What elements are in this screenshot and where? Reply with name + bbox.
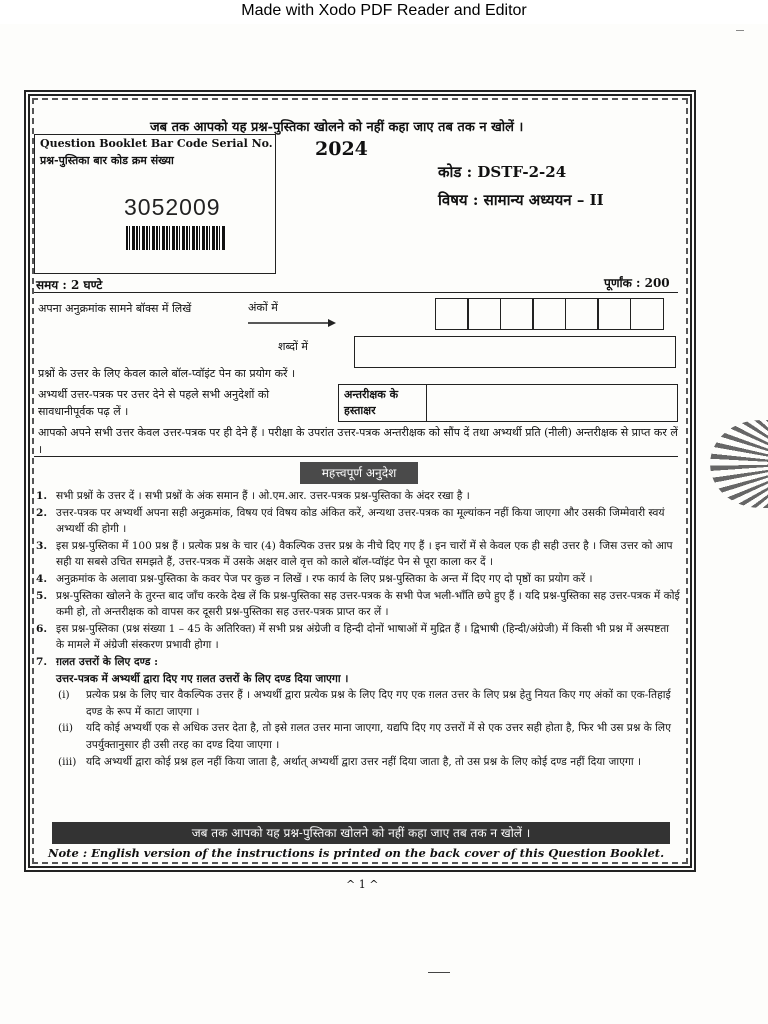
divider [34,292,678,293]
penalty-number: (i) [58,689,70,702]
in-digits-label: अंकों में [248,301,278,314]
penalty-text: यदि कोई अभ्यर्थी एक से अधिक उत्तर देता है, तो इसे ग़लत उत्तर माना जाएगा, यद्यपि दिए गए उत्तरों में से एक उत्तर सही होता है, फिर भी उस प्रश्न के लिए उपर्युक्तानुसार ही उसी तरह का दण्ड दिया जाएगा । [86,722,671,751]
instruction-number: 5. [36,589,48,602]
serial-number: 3052009 [124,194,221,220]
max-marks: पूर्णांक : 200 [604,276,670,290]
arrow-right-icon [248,318,336,328]
instruction-item [36,654,680,671]
instruction-item [36,538,680,571]
instruction-number: 2. [36,506,48,519]
roll-number-words-box[interactable] [354,336,676,368]
roll-digit-box[interactable] [532,298,566,330]
barcode-title-en: Question Booklet Bar Code Serial No. [40,137,273,150]
instruction-item [36,588,680,621]
instructions-heading: महत्त्वपूर्ण अनुदेश [300,462,418,484]
penalty-intro-row [36,671,680,688]
instruction-item [36,571,680,588]
paper-code: कोड : DSTF-2-24 [438,163,567,181]
roll-digit-box[interactable] [467,298,501,330]
penalty-item [36,687,680,720]
roll-digit-box[interactable] [565,298,599,330]
submit-instruction: आपको अपने सभी उत्तर केवल उत्तर-पत्रक पर ही देने हैं । परीक्षा के उपरांत उत्तर-पत्रक अन्तरीक्षक को सौंप दें तथा अभ्यर्थी प्रति (नीली) अन्तरीक्षक से प्राप्त कर लें । [38,426,678,456]
instruction-text: अनुक्रमांक के अलावा प्रश्न-पुस्तिका के कवर पेज पर कुछ न लिखें । रफ कार्य के लिए प्रश्न-पुस्तिका के अन्त में दिए गए दो पृष्ठों का प्रयोग करें । [56,572,593,585]
instruction-number: 7. [36,655,48,668]
in-words-label: शब्दों में [278,340,308,353]
penalty-text: प्रत्येक प्रश्न के लिए चार वैकल्पिक उत्तर हैं । अभ्यर्थी द्वारा प्रत्येक प्रश्न के लिए दिए गए एक ग़लत उत्तर के लिए प्रश्न हेतु नियत किए गए अंकों का एक-तिहाई दण्ड के रूप में काटा जाएगा । [86,689,671,718]
roll-digit-box[interactable] [597,298,631,330]
invigilator-signature-label: अन्तरीक्षक के हस्ताक्षर [344,388,399,417]
english-version-note: Note : English version of the instructions is printed on the back cover of this Question Booklet. [48,846,665,860]
instructions-list [36,488,680,770]
read-instruction: अभ्यर्थी उत्तर-पत्रक पर उत्तर देने से पहले सभी अनुदेशों को सावधानीपूर्वक पढ़ लें । [38,388,270,418]
instruction-number: 3. [36,539,48,552]
instruction-text: ग़लत उत्तरों के लिए दण्ड : [56,655,158,668]
roll-number-digit-boxes[interactable] [436,298,664,330]
penalty-item [36,720,680,753]
app-banner: Made with Xodo PDF Reader and Editor [0,0,768,24]
barcode-image [126,226,226,250]
exam-year: 2024 [315,138,368,160]
paper-subject: विषय : सामान्य अध्ययन – II [438,191,604,209]
exam-time: समय : 2 घण्टे [36,278,103,292]
scan-mark [428,972,450,973]
pen-instruction: प्रश्नों के उत्तर के लिए केवल काले बॉल-प्वॉइंट पेन का प्रयोग करें । [38,367,296,380]
penalty-intro: उत्तर-पत्रक में अभ्यर्थी द्वारा दिए गए ग़लत उत्तरों के लिए दण्ड दिया जाएगा । [56,672,349,685]
penalty-number: (ii) [58,722,74,735]
instruction-item [36,505,680,538]
roll-digit-box[interactable] [630,298,664,330]
instruction-text: उत्तर-पत्रक पर अभ्यर्थी अपना सही अनुक्रमांक, विषय एवं विषय कोड अंकित करें, अन्यथा उत्तर-पत्रक का मूल्यांकन नहीं किया जाएगा और उसकी जिम्मेवारी स्वयं अभ्यर्थी की होगी । [56,506,665,536]
instruction-text: प्रश्न-पुस्तिका खोलने के तुरन्त बाद जाँच करके देख लें कि प्रश्न-पुस्तिका सह उत्तर-पत्रक के सभी पेज भली-भाँति छपे हुए हैं । यदि प्रश्न-पुस्तिका सह उत्तर-पत्रक में कोई कमी हो, तो अन्तरीक्षक को वापस कर दूसरी प्रश्न-पुस्तिका सह उत्तर-पत्रक प्राप्त कर लें । [56,589,680,619]
penalty-item [36,754,680,771]
roll-digit-box[interactable] [435,298,469,330]
barcode-title-hi: प्रश्न-पुस्तिका बार कोड क्रम संख्या [40,154,174,167]
punch-hole-mark [710,420,768,508]
roll-number-label: अपना अनुक्रमांक सामने बॉक्स में लिखें [38,302,192,315]
instruction-number: 1. [36,490,48,502]
page-number: ^ 1 ^ [346,878,379,891]
instruction-number: 4. [36,572,48,585]
instruction-item [36,621,680,654]
penalty-number: (iii) [58,755,77,768]
divider [34,456,678,457]
roll-digit-box[interactable] [500,298,534,330]
do-not-open-footer: जब तक आपको यह प्रश्न-पुस्तिका खोलने को नहीं कहा जाए तब तक न खोलें । [52,822,670,844]
penalty-text: यदि अभ्यर्थी द्वारा कोई प्रश्न हल नहीं किया जाता है, अर्थात् अभ्यर्थी द्वारा उत्तर नहीं दिया जाता है, तो उस प्रश्न के लिए कोई दण्ड नहीं दिया जाएगा । [86,755,642,768]
instruction-text: इस प्रश्न-पुस्तिका में 100 प्रश्न हैं । प्रत्येक प्रश्न के चार (4) वैकल्पिक उत्तर प्रश्न के नीचे दिए गए हैं । इन चारों में से केवल एक ही सही उत्तर है । जिस उत्तर को आप सही या सबसे उचित समझते हैं, उत्तर-पत्रक में उसके अक्षर वाले वृत्त को काले बॉल-प्वॉइंट पेन से पूरा काला कर दें । [56,539,673,569]
instruction-number: 6. [36,622,48,635]
do-not-open-note: जब तक आपको यह प्रश्न-पुस्तिका खोलने को नहीं कहा जाए तब तक न खोलें । [150,120,524,135]
instruction-text: इस प्रश्न-पुस्तिका (प्रश्न संख्या 1 – 45 के अतिरिक्त) में सभी प्रश्न अंग्रेजी व हिन्दी दोनों भाषाओं में मुद्रित हैं । द्विभाषी (हिन्दी/अंग्रेजी) में किसी भी प्रश्न में अस्पष्टता के मामले में अंग्रेजी संस्करण प्रभावी होगा । [56,622,670,652]
divider [426,384,427,422]
instruction-text: सभी प्रश्नों के उत्तर दें । सभी प्रश्नों के अंक समान हैं । ओ.एम.आर. उत्तर-पत्रक प्रश्न-पुस्तिका के अंदर रखा है । [56,490,470,502]
instruction-item [36,488,680,505]
scan-mark [736,30,744,31]
